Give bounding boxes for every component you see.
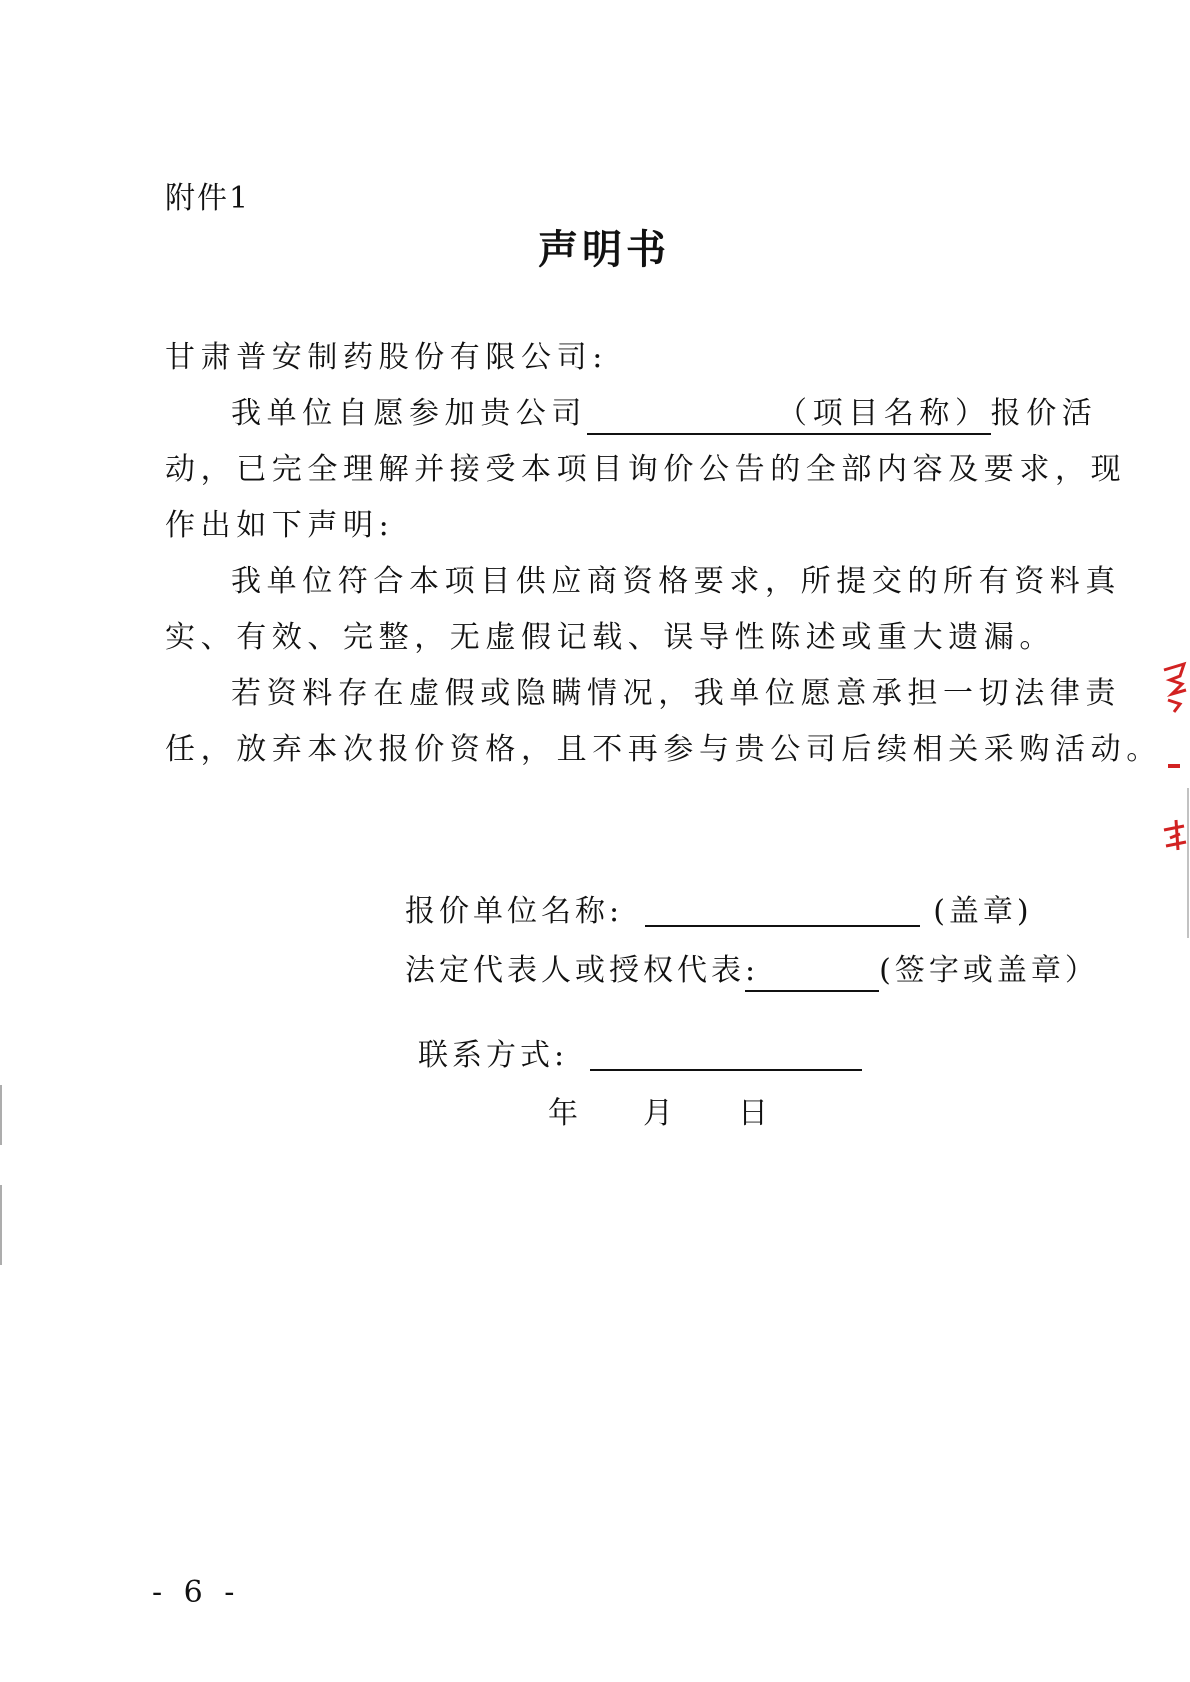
page-number: - 6 - — [152, 1575, 241, 1610]
para2-line1: 我单位符合本项目供应商资格要求，所提交的所有资料真 — [231, 564, 1121, 599]
scan-edge-mark — [0, 1085, 2, 1145]
para1-line1 — [165, 386, 1097, 442]
para3-line2: 任，放弃本次报价资格，且不再参与贵公司后续相关采购活动。 — [165, 732, 1162, 767]
company-stamp-note: (盖章) — [933, 894, 1033, 929]
company-name-label: 报价单位名称: — [405, 894, 624, 929]
company-name-field — [645, 895, 920, 927]
salutation: 甘肃普安制药股份有限公司: — [165, 340, 608, 375]
date-day: 日 — [738, 1096, 768, 1131]
date-month: 月 — [643, 1096, 673, 1131]
representative-note: (签字或盖章） — [879, 953, 1099, 988]
para1-suffix: 报价活 — [990, 396, 1098, 431]
representative-row — [405, 945, 1099, 989]
para3-line1: 若资料存在虚假或隐瞒情况，我单位愿意承担一切法律责 — [231, 676, 1121, 711]
para1-prefix: 我单位自愿参加贵公司 — [231, 396, 587, 431]
scan-edge-mark — [1187, 788, 1189, 938]
seal-fragment-icon — [1150, 660, 1190, 890]
attachment-label: 附件1 — [165, 181, 251, 216]
project-name-placeholder: （项目名称） — [777, 396, 991, 431]
company-name-row — [405, 886, 1033, 930]
para1-line2: 动，已完全理解并接受本项目询价公告的全部内容及要求，现 — [165, 452, 1127, 487]
contact-row — [418, 1030, 862, 1074]
representative-field — [745, 953, 879, 992]
scan-edge-mark — [0, 1185, 2, 1265]
project-name-blank — [587, 396, 991, 435]
document-title: 声明书 — [538, 226, 670, 273]
representative-colon: : — [745, 953, 760, 988]
contact-field — [590, 1039, 862, 1071]
para2-line2: 实、有效、完整，无虚假记载、误导性陈述或重大遗漏。 — [165, 620, 1055, 655]
representative-label: 法定代表人或授权代表 — [405, 953, 745, 988]
para1-line3: 作出如下声明: — [165, 508, 395, 543]
date-year: 年 — [548, 1096, 578, 1131]
contact-label: 联系方式: — [418, 1038, 569, 1073]
